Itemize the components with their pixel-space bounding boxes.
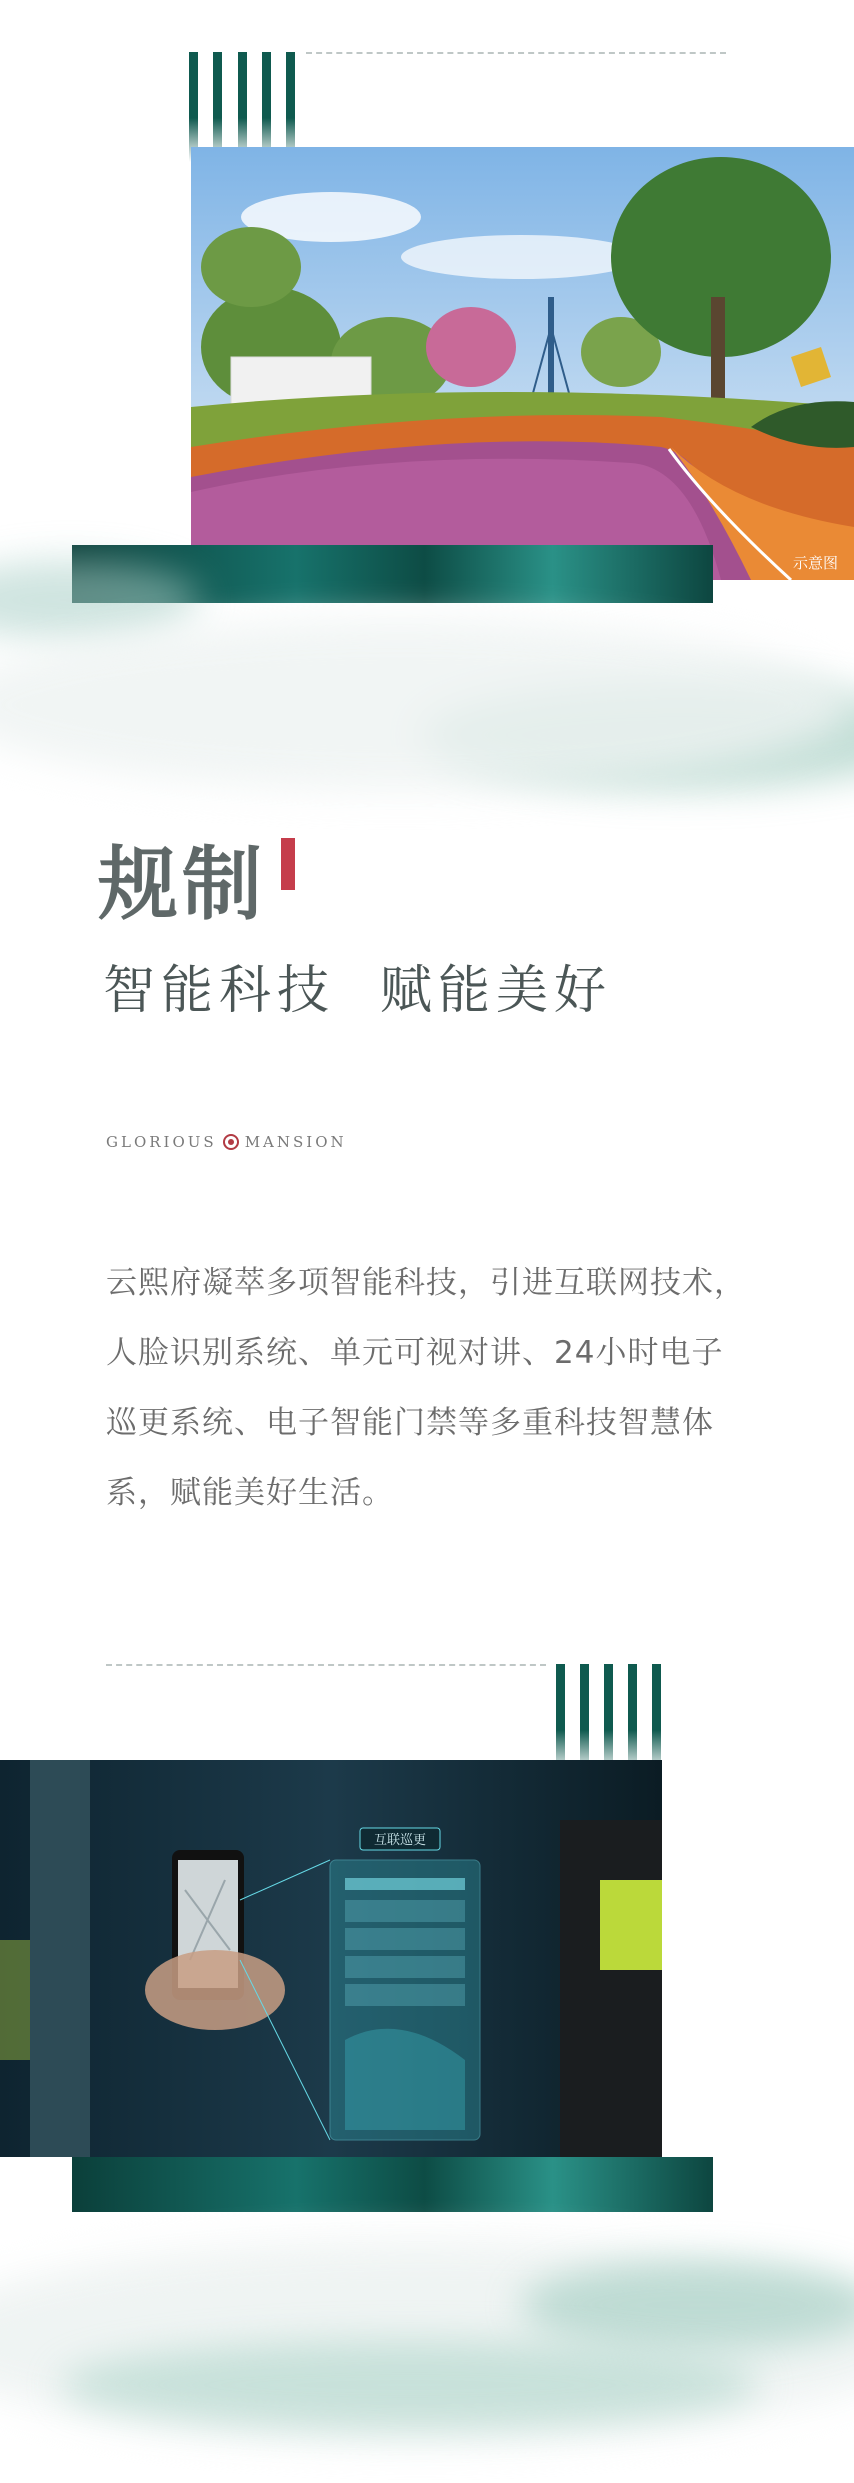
- stripe: [580, 1664, 589, 1774]
- stripe: [189, 52, 198, 162]
- image-caption: 示意图: [12, 2163, 58, 2181]
- patrol-photo: [0, 1760, 662, 2157]
- stripe: [262, 52, 271, 162]
- image-caption: 示意图: [793, 554, 839, 572]
- teal-band: [72, 2157, 713, 2212]
- brand-line: [106, 1133, 347, 1151]
- brand-left: GLORIOUS: [106, 1133, 217, 1151]
- section-subtitle: 智能科技 赋能美好: [103, 961, 613, 1021]
- stripe: [213, 52, 222, 162]
- body-paragraph: 云熙府凝萃多项智能科技，引进互联网技术，人脸识别系统、单元可视对讲、24小时电子巡更系统、电子智能门禁等多重科技智慧体系，赋能美好生活。: [106, 1265, 746, 1511]
- section-title: 规制: [98, 837, 266, 931]
- bottom-dashed-line: [106, 1664, 546, 1666]
- stripe: [238, 52, 247, 162]
- stripe: [604, 1664, 613, 1774]
- seal-stamp: [281, 838, 295, 890]
- brand-right: MANSION: [244, 1133, 347, 1151]
- stripe: [652, 1664, 661, 1774]
- brand-logo-icon: [223, 1134, 239, 1150]
- patrol-illustration: [0, 1760, 662, 2157]
- stripe: [556, 1664, 565, 1774]
- stripe: [628, 1664, 637, 1774]
- mountain-mist: [60, 2340, 760, 2430]
- stripe: [286, 52, 295, 162]
- screen-title: 互联巡更: [373, 1833, 427, 1848]
- playground-photo: [191, 147, 854, 580]
- top-dashed-line: [306, 52, 726, 54]
- playground-illustration: [191, 147, 854, 580]
